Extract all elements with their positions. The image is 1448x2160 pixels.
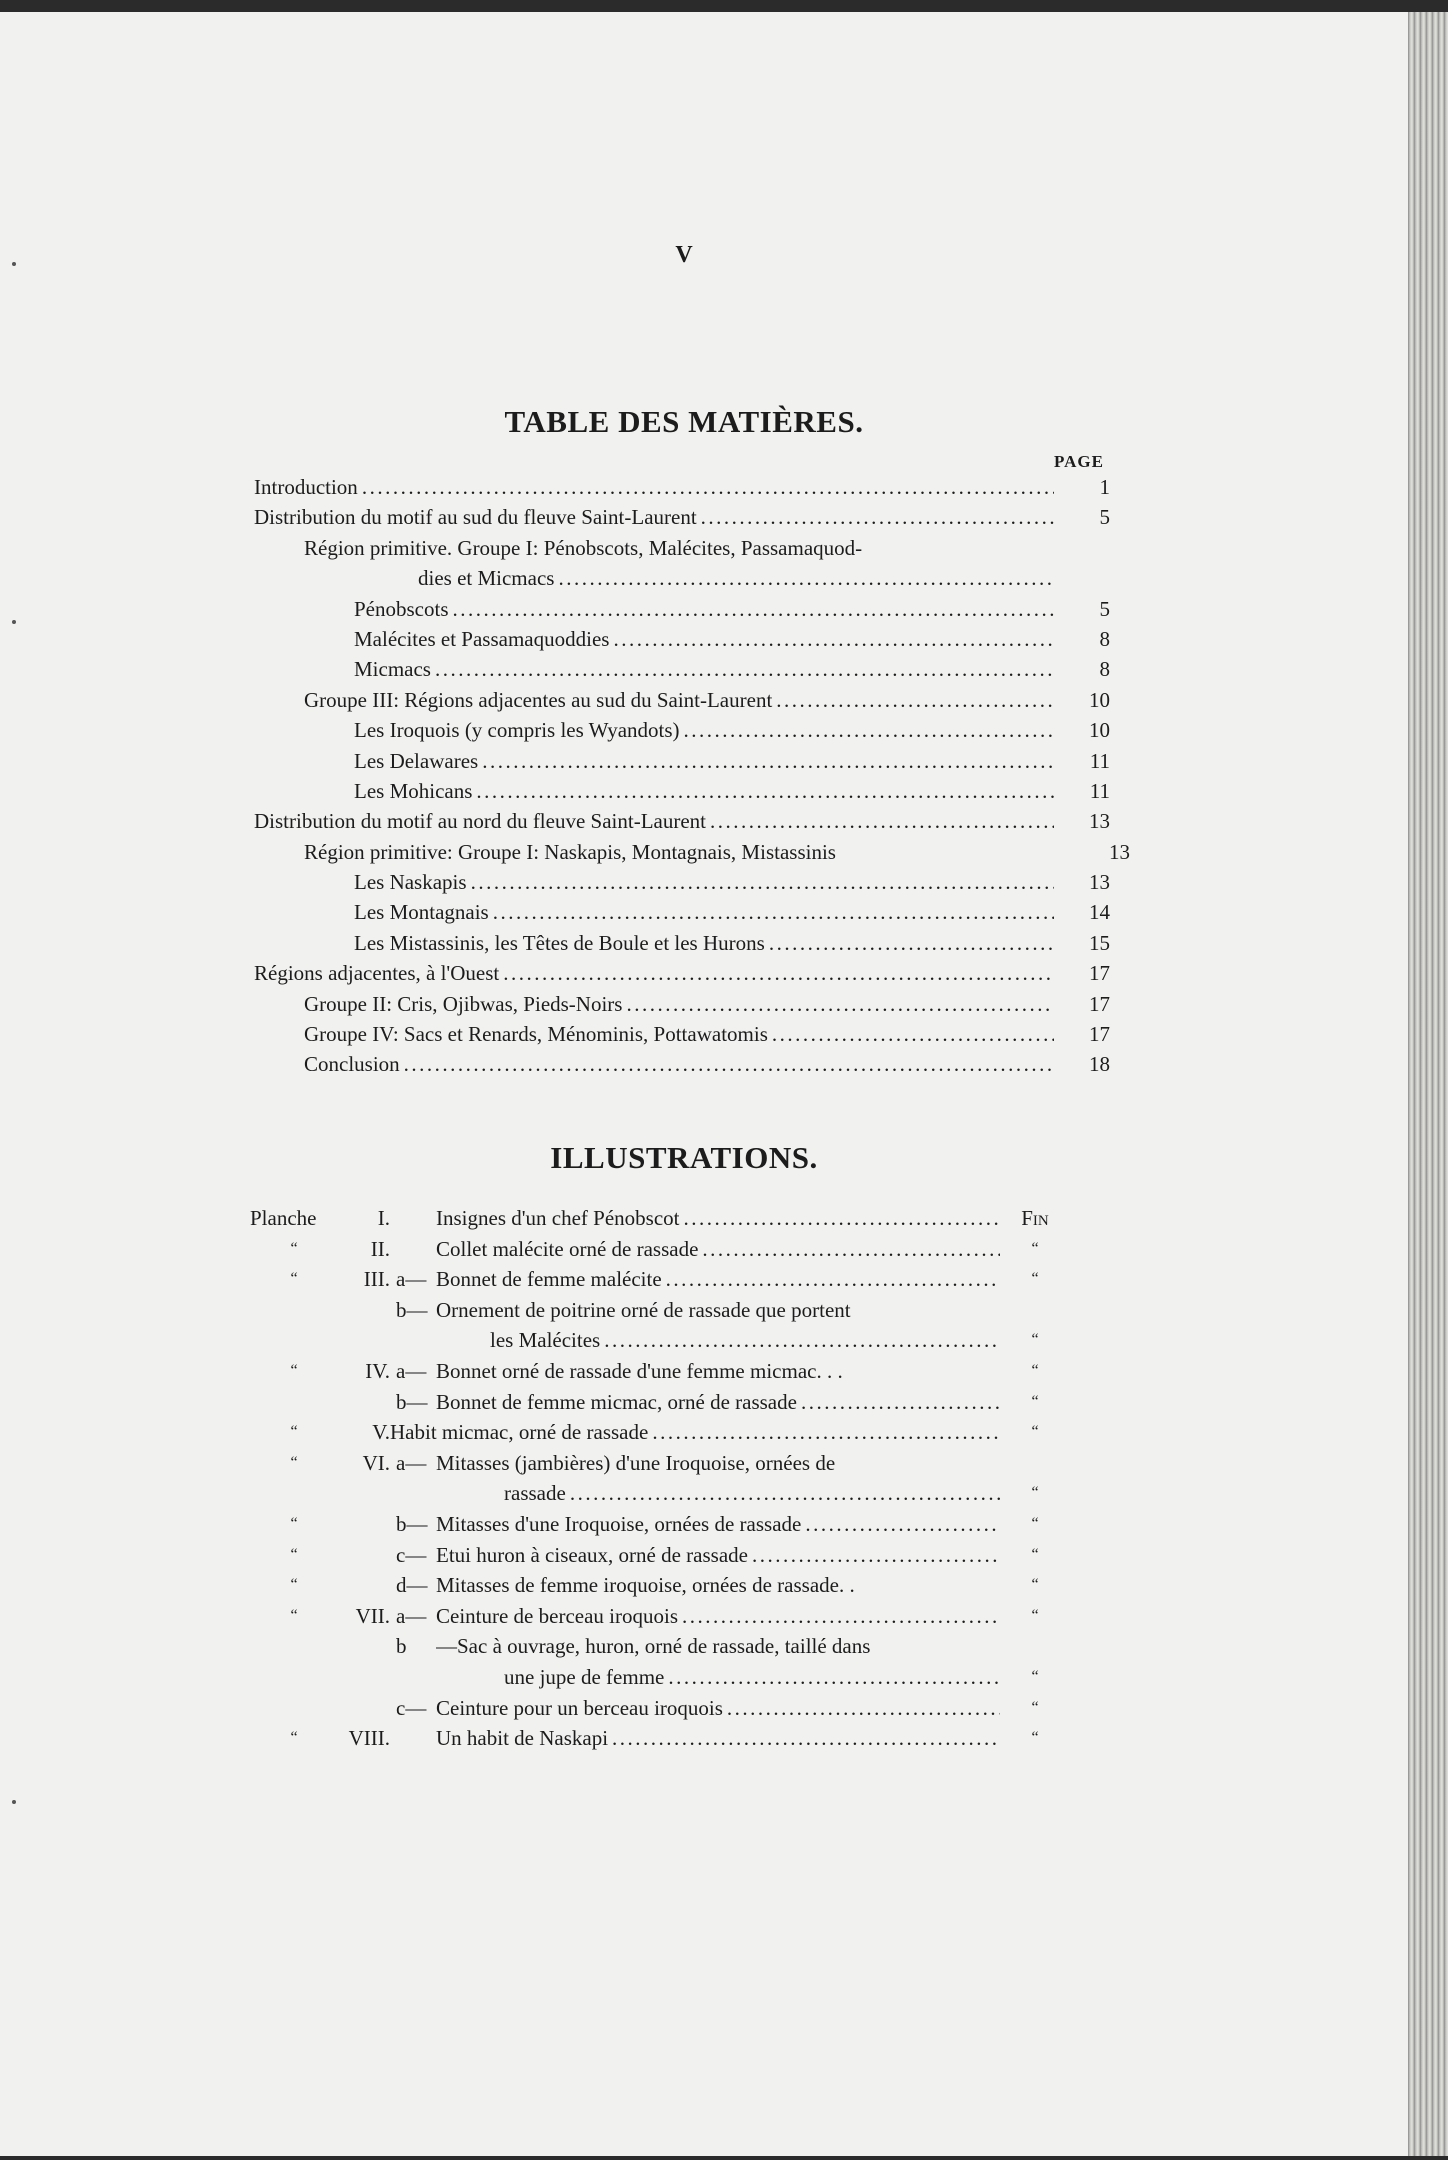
toc-entry-text: Groupe III: Régions adjacentes au sud du Saint-Laurent [304,687,773,712]
illustration-row [250,1540,1070,1571]
plate-subitem: b— [396,1511,428,1536]
toc-entry-text: Groupe II: Cris, Ojibwas, Pieds-Noirs [304,991,623,1016]
plate-description [436,1295,1000,1326]
dot-leader [776,685,1054,715]
plate-location: “ [1031,1239,1039,1257]
toc-row [254,624,1110,654]
toc-row [254,563,1110,593]
toc-row [254,533,1130,563]
plate-description-text: les Malécites [490,1328,601,1353]
table-of-contents [254,472,1130,1080]
illustrations-title: ILLUSTRATIONS. [550,1140,818,1175]
plate-subitem: c— [396,1695,427,1720]
dot-leader [482,746,1054,776]
toc-entry-text: Les Mohicans [354,778,473,803]
toc-row [254,746,1110,776]
plate-location: “ [1031,1667,1039,1685]
dot-leader [613,624,1054,654]
plate-description-text: Mitasses de femme iroquoise, ornées de rassade. . [436,1573,855,1598]
toc-entry-text: Région primitive: Groupe I: Naskapis, Montagnais, Mistassinis [304,839,836,864]
plate-location: “ [1031,1698,1039,1716]
plate-location: “ [1031,1270,1039,1288]
plate-location: “ [1031,1423,1039,1441]
illustration-row [250,1723,1070,1754]
dot-leader [453,594,1055,624]
toc-row [254,594,1110,624]
toc-row [254,867,1110,897]
page-folio: V [675,242,693,268]
toc-entry-text: Les Mistassinis, les Têtes de Boule et les Hurons [354,930,765,955]
dot-leader [668,1662,1000,1693]
plate-description [436,1570,1000,1601]
toc-row [254,928,1110,958]
dot-leader [471,867,1054,897]
plate-description-text: une jupe de femme [504,1664,665,1689]
toc-page-number: 5 [1099,505,1110,530]
toc-entry-text: Malécites et Passamaquoddies [354,626,610,651]
plate-number: I. [377,1206,390,1230]
plate-location: “ [1031,1514,1039,1532]
toc-page-number: 8 [1099,657,1110,682]
illustration-row [250,1448,1070,1479]
dot-leader [727,1693,1000,1724]
toc-entry-text: Distribution du motif au sud du fleuve Saint-Laurent [254,505,697,530]
toc-entry-text: Les Montagnais [354,900,489,925]
plate-label: “ [290,1423,298,1441]
toc-title: TABLE DES MATIÈRES. [504,404,864,439]
illustration-row [250,1631,1070,1662]
toc-row [254,989,1110,1019]
toc-row [254,958,1110,988]
plate-label: “ [290,1606,298,1624]
plate-description [436,1356,1000,1387]
plate-label: “ [290,1576,298,1594]
plate-description-text: Bonnet de femme micmac, orné de rassade [436,1389,797,1414]
plate-label: “ [290,1270,298,1288]
plate-description-text: Insignes d'un chef Pénobscot [436,1206,680,1230]
plate-description [436,1387,1000,1418]
plate-description [436,1723,1000,1754]
dot-leader [682,1601,1000,1632]
toc-page-number: 10 [1089,718,1110,743]
toc-entry-text: Les Delawares [354,748,479,773]
plate-description [436,1234,1000,1265]
plate-description-text: Ceinture pour un berceau iroquois [436,1695,723,1720]
plate-subitem: a— [396,1358,427,1383]
dot-leader [604,1325,1000,1356]
toc-entry-text: Conclusion [304,1052,400,1077]
margin-mark [12,620,16,624]
plate-number: V. [372,1420,390,1445]
illustration-row [250,1264,1070,1295]
illustration-row [250,1295,1070,1326]
toc-entry-text: Régions adjacentes, à l'Ouest [254,961,500,986]
plate-number: III. [363,1267,390,1292]
illustration-row [250,1203,1070,1234]
plate-description-text: Collet malécite orné de rassade [436,1236,699,1261]
plate-location: “ [1031,1392,1039,1410]
plate-description [436,1601,1000,1632]
plate-description-text: Habit micmac, orné de rassade [390,1420,649,1445]
dot-leader [684,1203,1001,1234]
toc-row [254,806,1110,836]
dot-leader [666,1264,1000,1295]
dot-leader [652,1417,1000,1448]
plate-subitem: d— [396,1573,428,1598]
plate-description [436,1264,1000,1295]
page-sheet [0,12,1408,2156]
toc-row [254,654,1110,684]
plate-label: “ [290,1729,298,1747]
toc-entry-text: Pénobscots [354,596,449,621]
plate-location: “ [1031,1331,1039,1349]
plate-location: Fin [1021,1206,1049,1230]
plate-location: “ [1031,1606,1039,1624]
plate-label: “ [290,1361,298,1379]
plate-description-text: Etui huron à ciseaux, orné de rassade [436,1542,748,1567]
toc-page-number: 14 [1089,900,1110,925]
plate-description-text: Bonnet de femme malécite [436,1267,662,1292]
toc-page-number: 13 [1089,870,1110,895]
illustration-row [250,1601,1070,1632]
plate-label: “ [290,1453,298,1471]
dot-leader [769,928,1054,958]
dot-leader [801,1387,1000,1418]
toc-entry-text: Introduction [254,474,358,499]
toc-entry-text: Distribution du motif au nord du fleuve Saint-Laurent [254,809,706,834]
toc-page-number: 11 [1089,748,1110,773]
plate-subitem: b [396,1634,407,1659]
dot-leader [684,715,1054,745]
toc-page-number: 17 [1089,991,1110,1016]
plate-description-text: Ornement de poitrine orné de rassade que portent [436,1297,851,1322]
plate-number: VI. [362,1450,390,1475]
plate-location: “ [1031,1545,1039,1563]
plate-number: VIII. [348,1726,390,1751]
illustration-row [250,1662,1070,1693]
toc-row [254,715,1110,745]
dot-leader [404,1049,1054,1079]
plate-subitem: a— [396,1267,427,1292]
plate-description [436,1448,1000,1479]
dot-leader [626,989,1054,1019]
plate-description [436,1325,1000,1356]
plate-description [436,1540,1000,1571]
plate-location: “ [1031,1361,1039,1379]
toc-entry-text: Micmacs [354,657,431,682]
dot-leader [701,502,1054,532]
toc-entry-text: Groupe IV: Sacs et Renards, Ménominis, Pottawatomis [304,1022,768,1047]
plate-subitem: c— [396,1542,427,1567]
dot-leader [805,1509,1000,1540]
toc-row [254,837,1130,867]
plate-description [390,1417,1000,1448]
toc-page-number: 1 [1099,474,1110,499]
plate-label: “ [290,1514,298,1532]
plate-subitem: b— [396,1297,428,1322]
plate-number: VII. [355,1603,390,1628]
toc-entry-text: Les Naskapis [354,870,467,895]
toc-page-number: 8 [1099,626,1110,651]
dot-leader [710,806,1054,836]
dot-leader [702,1234,1000,1265]
plate-number: II. [370,1236,390,1261]
toc-page-number: 17 [1089,1022,1110,1047]
plate-subitem: a— [396,1603,427,1628]
toc-page-number: 10 [1089,687,1110,712]
toc-row [254,897,1110,927]
dot-leader [503,958,1054,988]
plate-number: IV. [365,1358,390,1383]
plate-label: “ [290,1239,298,1257]
dot-leader [362,472,1054,502]
plate-location: “ [1031,1729,1039,1747]
toc-entry-text: Les Iroquois (y compris les Wyandots) [354,718,680,743]
plate-description [436,1693,1000,1724]
plate-description-text: Mitasses (jambières) d'une Iroquoise, ornées de [436,1450,836,1475]
plate-label: Planche [250,1206,317,1230]
dot-leader [570,1478,1000,1509]
plate-label: “ [290,1545,298,1563]
toc-row [254,685,1110,715]
illustration-row [250,1325,1070,1356]
dot-leader [435,654,1054,684]
plate-description-text: Ceinture de berceau iroquois [436,1603,678,1628]
illustrations-list [250,1203,1070,1754]
toc-row [254,502,1110,532]
toc-page-number: 15 [1089,930,1110,955]
plate-description [436,1509,1000,1540]
plate-description-text: Bonnet orné de rassade d'une femme micmac. . . [436,1358,843,1383]
illustration-row [250,1356,1070,1387]
toc-page-number: 13 [1109,839,1130,864]
plate-description [436,1203,1000,1234]
dot-leader [476,776,1054,806]
margin-mark [12,1800,16,1804]
illustration-row [250,1570,1070,1601]
toc-row [254,776,1110,806]
plate-description-text: Un habit de Naskapi [436,1726,609,1751]
plate-description-text: Mitasses d'une Iroquoise, ornées de rassade [436,1511,802,1536]
dot-leader [493,897,1054,927]
plate-subitem: b— [396,1389,428,1414]
illustration-row [250,1693,1070,1724]
plate-subitem: a— [396,1450,427,1475]
toc-page-label: PAGE [1054,452,1104,471]
plate-location: “ [1031,1576,1039,1594]
toc-page-number: 11 [1089,778,1110,803]
toc-page-number: 17 [1089,961,1110,986]
illustration-row [250,1234,1070,1265]
toc-row [254,1049,1110,1079]
toc-row [254,1019,1110,1049]
toc-page-number: 13 [1089,809,1110,834]
dot-leader [772,1019,1054,1049]
dot-leader [612,1723,1000,1754]
toc-page-number: 18 [1089,1052,1110,1077]
plate-description [436,1478,1000,1509]
plate-description [436,1662,1000,1693]
page-edge [1408,12,1448,2156]
plate-description [436,1631,1000,1662]
dot-leader [558,563,1054,593]
illustration-row [250,1509,1070,1540]
plate-description-text: —Sac à ouvrage, huron, orné de rassade, taillé dans [436,1634,871,1659]
dot-leader [752,1540,1000,1571]
illustration-row [250,1417,1070,1448]
plate-location: “ [1031,1484,1039,1502]
toc-entry-text: dies et Micmacs [418,566,555,591]
toc-row [254,472,1110,502]
illustration-row [250,1478,1070,1509]
illustration-row [250,1387,1070,1418]
plate-description-text: rassade [504,1481,566,1506]
toc-entry-text: Région primitive. Groupe I: Pénobscots, Malécites, Passamaquod- [304,535,863,560]
toc-page-number: 5 [1099,596,1110,621]
